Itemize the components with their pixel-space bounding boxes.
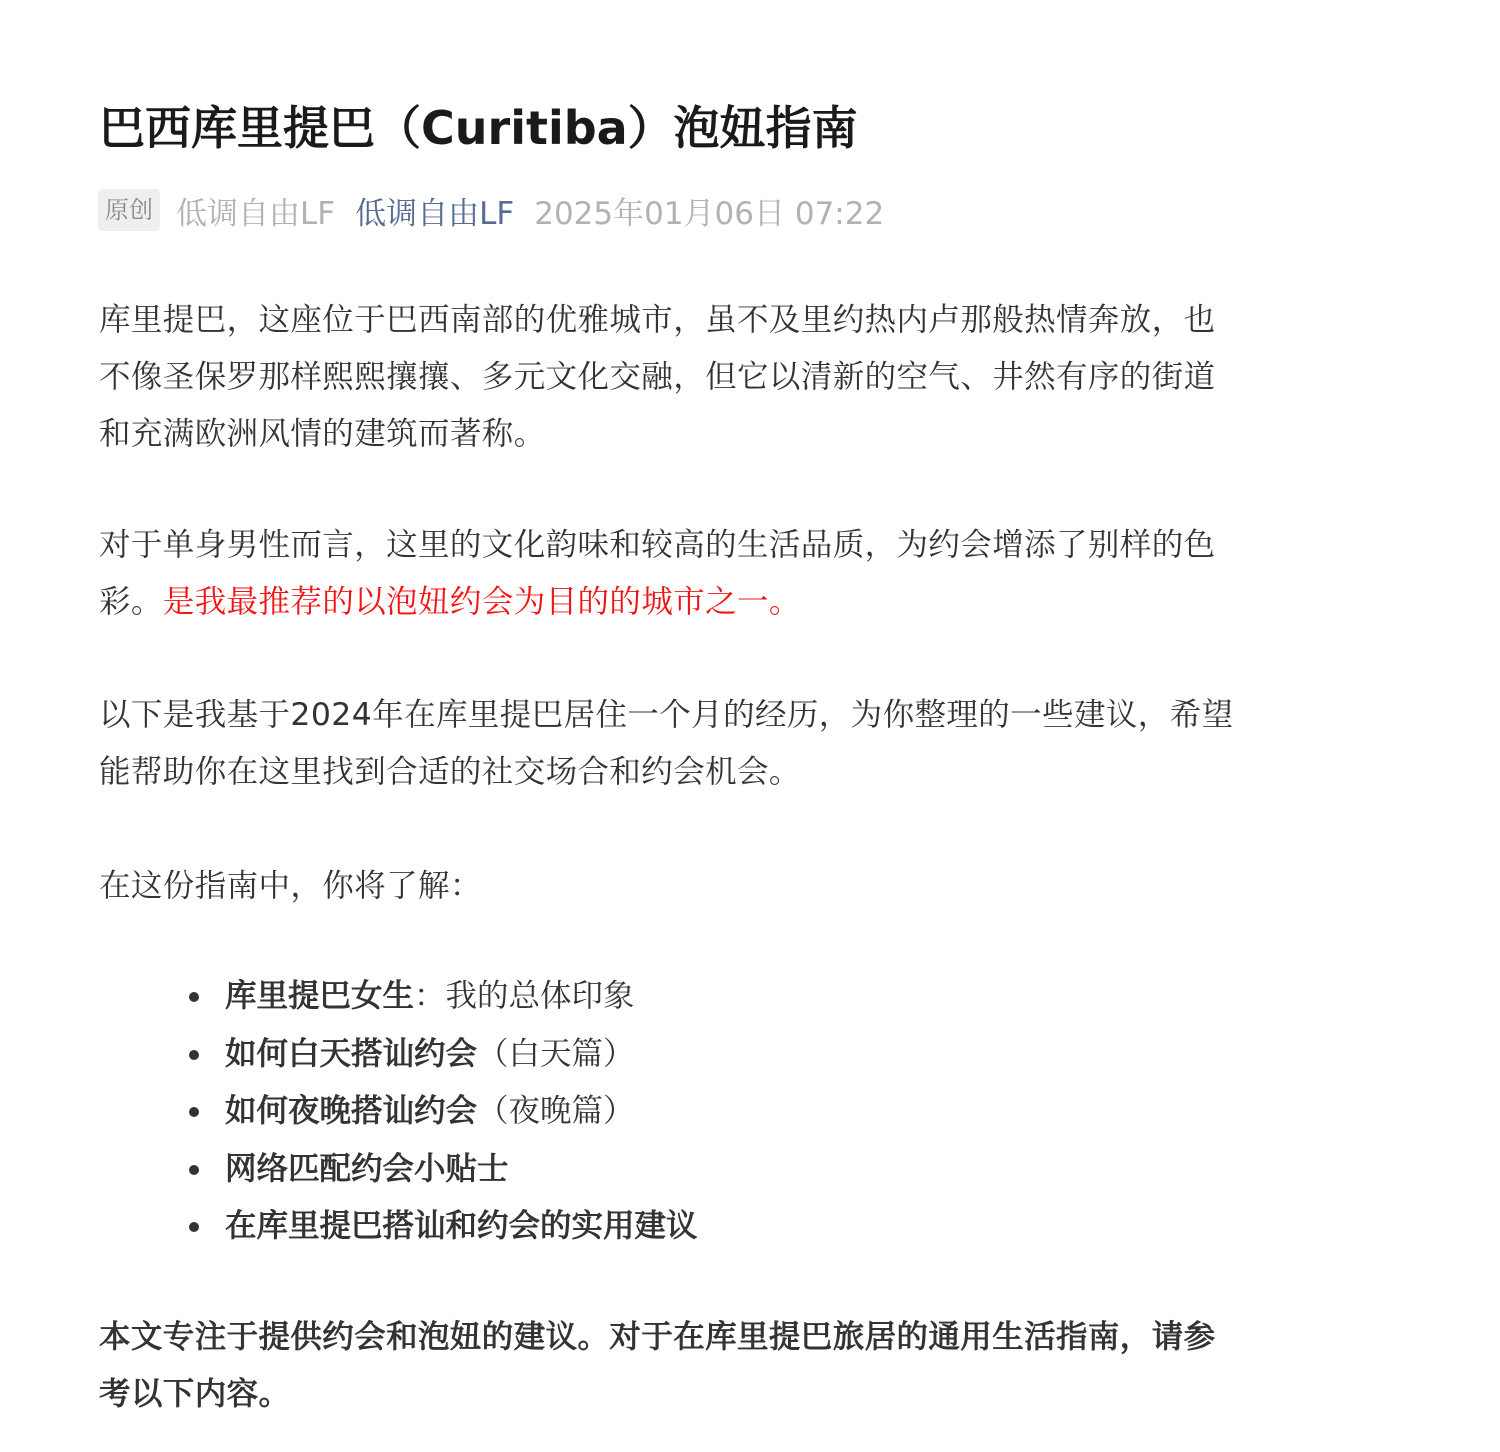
list-item: [183, 968, 698, 1026]
list-item-title: 网络匹配约会小贴士: [225, 1150, 509, 1187]
publish-date: 2025年01月06日 07:22: [534, 195, 885, 232]
intro-line: 不像圣保罗那样熙熙攘攘、多元文化交融，但它以清新的空气、井然有序的街道: [99, 359, 1216, 395]
bullet-dot: [189, 1107, 199, 1117]
single-men-paragraph: [99, 517, 1374, 631]
experience-line: 以下是我基于2024年在库里提巴居住一个月的经历，为你整理的一些建议，希望: [99, 697, 1234, 733]
list-item: [183, 1083, 698, 1141]
experience-line: 能帮助你在这里找到合适的社交场合和约会机会。: [99, 754, 801, 790]
list-item-detail: （白天篇）: [477, 1035, 635, 1072]
bullet-dot: [189, 1222, 199, 1232]
bullet-dot: [189, 1165, 199, 1175]
focus-note-line: 考以下内容。: [99, 1376, 291, 1412]
author-name: 低调自由LF: [176, 195, 336, 232]
bullet-dot: [189, 1050, 199, 1060]
intro-line: 和充满欧洲风情的建筑而著称。: [99, 416, 546, 452]
intro-paragraph: [99, 292, 1374, 463]
focus-note: [99, 1309, 1374, 1423]
toc-list: [183, 968, 698, 1256]
list-item-detail: ：我的总体印象: [414, 978, 635, 1014]
article-title: 巴西库里提巴（Curitiba）泡妞指南: [99, 101, 858, 155]
bullet-dot: [189, 992, 199, 1002]
list-item: [183, 1141, 698, 1199]
list-item-title: 如何夜晚搭讪约会: [225, 1093, 478, 1129]
guide-intro: 在这份指南中，你将了解：: [99, 868, 482, 904]
account-link[interactable]: 低调自由LF: [355, 195, 515, 232]
list-item-title: 库里提巴女生: [225, 978, 415, 1014]
list-item-detail: （夜晚篇）: [477, 1093, 635, 1129]
original-badge: 原创: [98, 189, 160, 231]
list-item-title: 在库里提巴搭讪和约会的实用建议: [225, 1208, 698, 1244]
intro-line: 库里提巴，这座位于巴西南部的优雅城市，虽不及里约热内卢那般热情奔放，也: [99, 302, 1216, 338]
single-men-line: 对于单身男性而言，这里的文化韵味和较高的生活品质，为约会增添了别样的色: [99, 527, 1216, 563]
single-men-text: 彩。: [99, 584, 163, 620]
highlight-text: 是我最推荐的以泡妞约会为目的的城市之一。: [162, 584, 801, 620]
list-item-title: 如何白天搭讪约会: [225, 1035, 478, 1072]
experience-paragraph: [99, 687, 1374, 801]
list-item: [183, 1026, 698, 1084]
article-meta: [98, 186, 884, 234]
single-men-line: [99, 574, 1374, 631]
list-item: [183, 1198, 698, 1256]
focus-note-line: 本文专注于提供约会和泡妞的建议。对于在库里提巴旅居的通用生活指南，请参: [99, 1319, 1216, 1355]
